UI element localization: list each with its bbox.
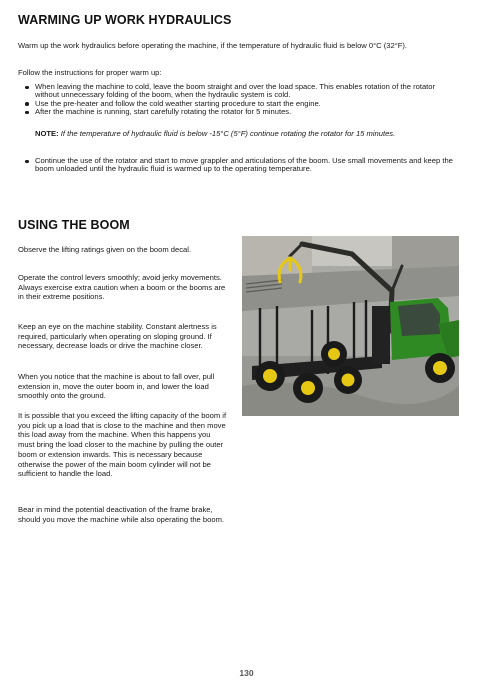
boom-paragraph: Operate the control levers smoothly; avoid jerky movements. Always exercise extra caution when a boom or the booms are in their extreme positions.	[18, 273, 226, 302]
boom-paragraph: When you notice that the machine is about to fall over, pull extension in, move the outer boom in, and lower the load smoothly onto the ground.	[18, 372, 215, 401]
note-text: If the temperature of hydraulic fluid is below -15°C (5°F) continue rotating the rotator for 15 minutes.	[60, 129, 396, 138]
warmup-follow-paragraph: Follow the instructions for proper warm up:	[18, 68, 162, 77]
boom-paragraph: Bear in mind the potential deactivation of the frame brake, should you move the machine while also operating the boom.	[18, 505, 224, 524]
warmup-intro-paragraph: Warm up the work hydraulics before operating the machine, if the temperature of hydraulic fluid is below 0°C (32°F).	[18, 41, 408, 50]
warmup-continue-list	[18, 157, 458, 174]
note-label: NOTE:	[35, 129, 59, 138]
forwarder-illustration	[242, 236, 459, 416]
warmup-steps-list	[18, 83, 458, 117]
section-title-using-boom: USING THE BOOM	[18, 218, 130, 232]
page-number: 130	[239, 668, 254, 678]
list-item: When leaving the machine to cold, leave the boom straight and over the load space. This enables rotation of the rotator without unnecessary folding of the boom, when the hydraulic system is cold.	[18, 83, 458, 100]
boom-paragraph: Keep an eye on the machine stability. Constant alertness is required, particularly when operating on sloping ground. If necessary, decrease loads or drive the machine closer.	[18, 322, 217, 351]
boom-paragraph: Observe the lifting ratings given on the boom decal.	[18, 245, 192, 254]
warmup-note	[35, 130, 460, 139]
list-item: After the machine is running, start carefully rotating the rotator for 5 minutes.	[18, 108, 458, 116]
list-item: Use the pre-heater and follow the cold weather starting procedure to start the engine.	[18, 100, 458, 108]
boom-paragraph: It is possible that you exceed the lifting capacity of the boom if you pick up a load that is close to the machine and then move this load away from the machine. When this happens you must bring the load closer to the machine by pulling the outer boom or extension inwards. This is necessary because otherwise the power of the main boom cylinder will not be sufficient to handle the load.	[18, 411, 227, 479]
forwarder-photo	[242, 236, 459, 416]
section-title-warming-up: WARMING UP WORK HYDRAULICS	[18, 13, 232, 27]
list-item: Continue the use of the rotator and start to move grappler and articulations of the boom. Use small movements and keep the boom unloaded until the hydraulic fluid is warmed up to the operating temperature.	[18, 157, 458, 174]
